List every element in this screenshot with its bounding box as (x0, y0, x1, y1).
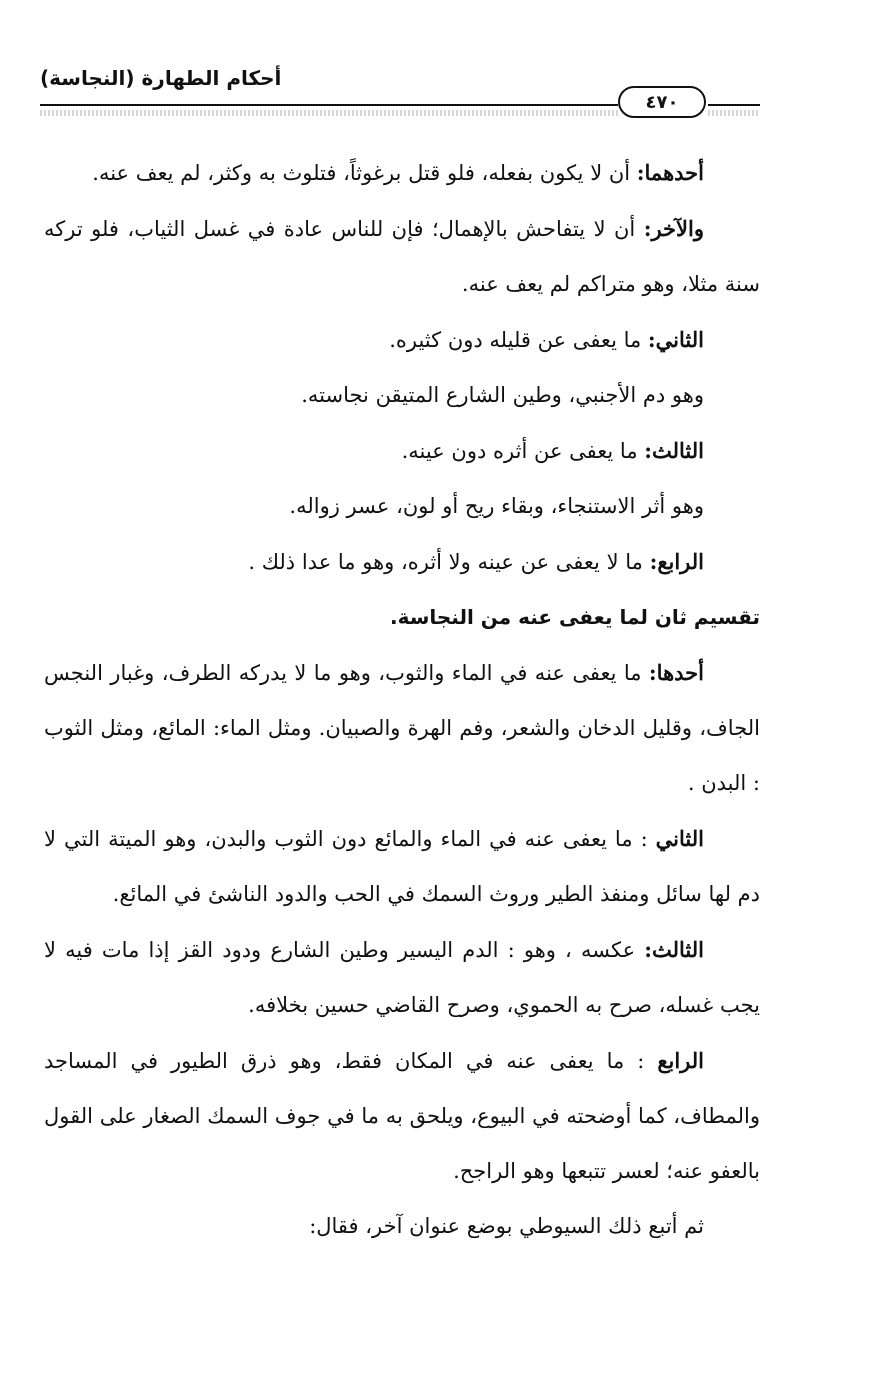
paragraph (44, 368, 760, 423)
paragraph-text: وهو أثر الاستنجاء، وبقاء ريح أو لون، عسر زواله. (289, 494, 704, 518)
paragraph-term: الثالث: (644, 937, 704, 962)
paragraph-term: أحدهما: (636, 160, 704, 185)
paragraph-text: : ما يعفى عنه في الماء والمائع دون الثوب والبدن، وهو الميتة التي لا دم لها سائل ومنفذ الطير وروث السمك في الحب والدود الناشئ في المائع. (44, 827, 760, 906)
section-heading: تقسيم ثان لما يعفى عنه من النجاسة. (389, 605, 760, 629)
paragraph-text: : ما يعفى عنه في المكان فقط، وهو ذرق الطيور في المساجد والمطاف، كما أوضحته في البيوع، ويلحق به ما في جوف السمك الصغار على القول بالعفو عنه؛ لعسر تتبعها وهو الراجح. (44, 1049, 760, 1183)
paragraph (44, 479, 760, 534)
page-body (44, 145, 760, 1254)
paragraph (44, 534, 760, 590)
header-rule-left (40, 104, 618, 106)
paragraph-text: ما يعفى عنه في الماء والثوب، وهو ما لا يدركه الطرف، وغبار النجس الجاف، وقليل الدخان والشعر، وفم الهرة والصبيان. ومثل الماء: المائع، ومثل الثوب : البدن . (44, 661, 760, 795)
header-rule-texture-right (708, 110, 760, 116)
paragraph (44, 811, 760, 922)
paragraph (44, 312, 760, 368)
paragraph-text: وهو دم الأجنبي، وطين الشارع المتيقن نجاسته. (301, 383, 704, 407)
paragraph (44, 1033, 760, 1199)
book-title: أحكام الطهارة (النجاسة) (40, 66, 282, 90)
paragraph (44, 145, 760, 201)
paragraph-text: أن لا يتفاحش بالإهمال؛ فإن للناس عادة في غسل الثياب، فلو تركه سنة مثلا، وهو متراكم لم يعف عنه. (44, 217, 760, 296)
paragraph-term: الثالث: (644, 438, 704, 463)
page-number: ٤٧٠ (618, 86, 706, 118)
paragraph-term: أحدها: (648, 660, 704, 685)
paragraph (44, 423, 760, 479)
paragraph (44, 645, 760, 811)
paragraph-term: الرابع (657, 1048, 704, 1073)
paragraph-text: ما يعفى عن قليله دون كثيره. (389, 328, 648, 352)
paragraph-term: الثاني (655, 826, 704, 851)
page-header (40, 66, 760, 126)
header-rule-right (708, 104, 760, 106)
closing-line: ثم أتبع ذلك السيوطي بوضع عنوان آخر، فقال: (309, 1214, 704, 1238)
header-rule-texture-left (40, 110, 618, 116)
paragraph-term: الرابع: (649, 549, 704, 574)
paragraph (44, 922, 760, 1033)
paragraph-text: عكسه ، وهو : الدم اليسير وطين الشارع ودود القز إذا مات فيه لا يجب غسله، صرح به الحموي، وصرح القاضي حسين بخلافه. (44, 938, 760, 1017)
paragraph-text: ما لا يعفى عن عينه ولا أثره، وهو ما عدا ذلك . (248, 550, 650, 574)
paragraph-term: الثاني: (647, 327, 704, 352)
paragraph (44, 201, 760, 312)
paragraph-text: ما يعفى عن أثره دون عينه. (401, 439, 645, 463)
paragraph-text: أن لا يكون بفعله، فلو قتل برغوثاً، فتلوث به وكثر، لم يعف عنه. (92, 161, 637, 185)
paragraph-term: والآخر: (643, 216, 704, 241)
